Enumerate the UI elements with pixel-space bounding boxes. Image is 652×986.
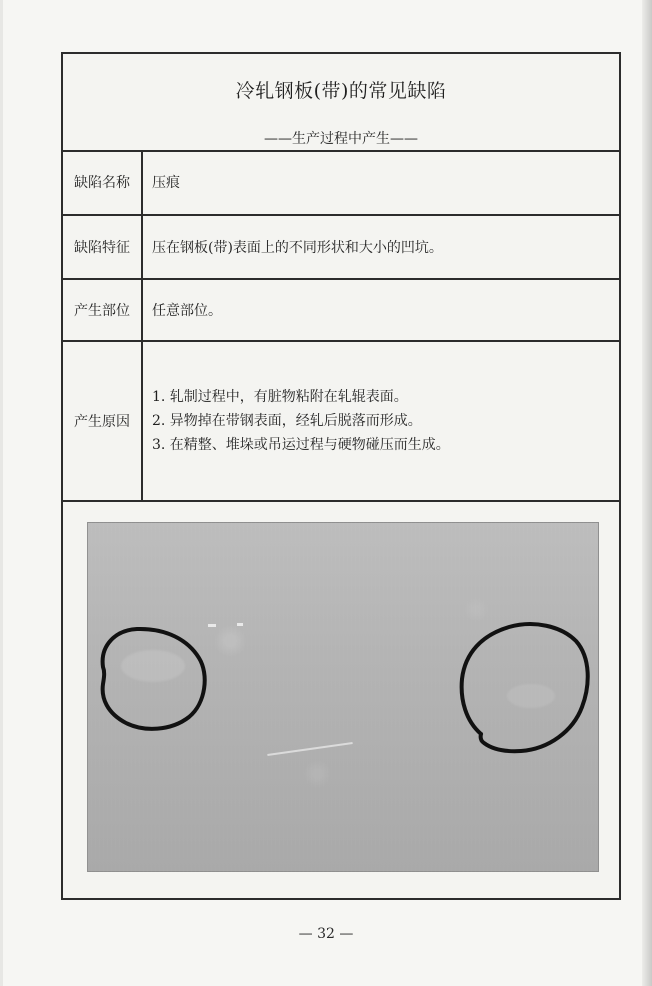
document-subtitle: ——生产过程中产生—— xyxy=(264,131,418,147)
left-annotation-circle xyxy=(103,629,205,729)
defect-location-label: 产生部位 xyxy=(63,280,143,340)
defect-photo xyxy=(87,522,599,872)
cause-item: 3. 在精整、堆垛或吊运过程与硬物碰压而生成。 xyxy=(152,437,450,453)
document-header xyxy=(63,54,619,152)
defect-cause-row xyxy=(63,342,619,502)
defect-cause-label: 产生原因 xyxy=(63,342,143,500)
cause-item: 1. 轧制过程中，有脏物粘附在轧辊表面。 xyxy=(152,389,408,405)
defect-name-label: 缺陷名称 xyxy=(63,150,143,214)
defect-location-row xyxy=(63,280,619,342)
document-title: 冷轧钢板(带)的常见缺陷 xyxy=(235,80,447,102)
page-number: — 32 — xyxy=(298,926,354,942)
defect-location-value: 任意部位。 xyxy=(152,303,222,319)
defect-feature-row xyxy=(63,216,619,280)
page-edge-left xyxy=(0,0,3,986)
defect-name-row xyxy=(63,150,619,216)
defect-feature-value: 压在钢板(带)表面上的不同形状和大小的凹坑。 xyxy=(152,240,443,256)
page-edge-right xyxy=(642,0,652,986)
defect-feature-label: 缺陷特征 xyxy=(63,216,143,278)
defect-cause-value xyxy=(143,342,619,500)
defect-name-value: 压痕 xyxy=(152,175,180,191)
right-annotation-circle xyxy=(462,624,588,751)
defect-cause-list xyxy=(152,385,450,457)
document-frame xyxy=(61,52,621,900)
cause-item: 2. 异物掉在带钢表面，经轧后脱落而形成。 xyxy=(152,413,422,429)
defect-annotation-overlay xyxy=(87,522,599,872)
